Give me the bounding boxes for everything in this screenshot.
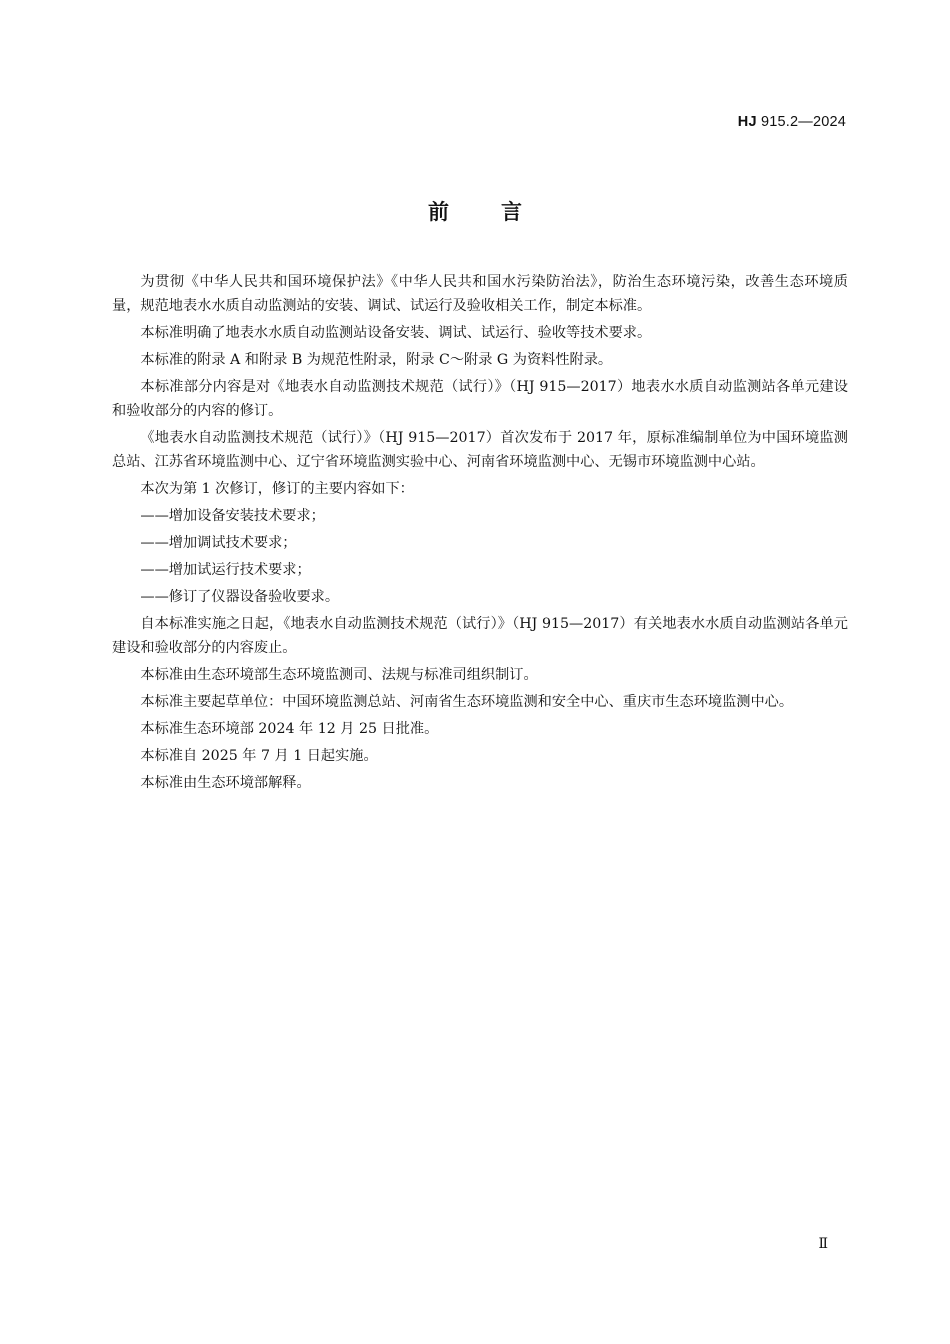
paragraph-organizer: 本标准由生态环境部生态环境监测司、法规与标准司组织制订。 bbox=[140, 667, 538, 683]
paragraph-scope: 本标准明确了地表水水质自动监测站设备安装、调试、试运行、验收等技术要求。 bbox=[140, 325, 652, 341]
paragraph-interpretation: 本标准由生态环境部解释。 bbox=[140, 775, 311, 791]
paragraph-revision-intro: 本次为第 1 次修订，修订的主要内容如下： bbox=[140, 481, 414, 497]
paragraph-appendix: 本标准的附录 A 和附录 B 为规范性附录，附录 C～附录 G 为资料性附录。 bbox=[140, 352, 613, 368]
paragraph-drafters: 本标准主要起草单位：中国环境监测总站、河南省生态环境监测和安全中心、重庆市生态环境监测中心。 bbox=[140, 694, 794, 710]
standard-code-prefix: HJ bbox=[737, 114, 757, 130]
paragraph-effective-date: 本标准自 2025 年 7 月 1 日起实施。 bbox=[140, 748, 378, 764]
list-item: ——增加试运行技术要求； bbox=[140, 562, 311, 578]
list-item: ——增加调试技术要求； bbox=[140, 535, 297, 551]
preface-body bbox=[112, 270, 848, 798]
list-item: ——修订了仪器设备验收要求。 bbox=[140, 589, 340, 605]
page-number: Ⅱ bbox=[818, 1236, 828, 1252]
paragraph-revision-basis: 本标准部分内容是对《地表水自动监测技术规范（试行）》（HJ 915—2017）地表水水质自动监测站各单元建设和验收部分的内容的修订。 bbox=[112, 379, 848, 419]
paragraph-history: 《地表水自动监测技术规范（试行）》（HJ 915—2017）首次发布于 2017 年，原标准编制单位为中国环境监测总站、江苏省环境监测中心、辽宁省环境监测实验中心、河南省环境监测中心、无锡市环境监测中心站。 bbox=[112, 430, 848, 470]
paragraph-purpose: 为贯彻《中华人民共和国环境保护法》《中华人民共和国水污染防治法》，防治生态环境污染，改善生态环境质量，规范地表水水质自动监测站的安装、调试、试运行及验收相关工作，制定本标准。 bbox=[112, 274, 848, 314]
page-title: 前言 bbox=[428, 200, 574, 224]
paragraph-abolition: 自本标准实施之日起，《地表水自动监测技术规范（试行）》（HJ 915—2017）有关地表水水质自动监测站各单元建设和验收部分的内容废止。 bbox=[112, 616, 848, 656]
list-item: ——增加设备安装技术要求； bbox=[140, 508, 325, 524]
standard-code-number: 915.2—2024 bbox=[760, 114, 846, 130]
paragraph-approval-date: 本标准生态环境部 2024 年 12 月 25 日批准。 bbox=[140, 721, 439, 737]
standard-code bbox=[738, 114, 846, 130]
